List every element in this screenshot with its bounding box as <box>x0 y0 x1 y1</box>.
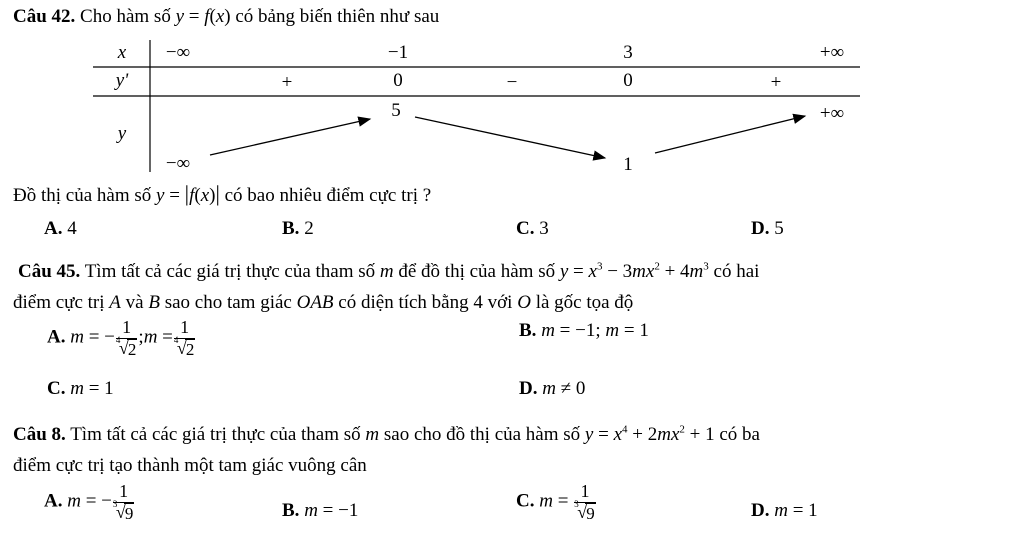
q45-line1: Câu 45. Tìm tất cả các giá trị thực của tham số m để đồ thị của hàm số $y = x^3 - 3mx^2 + 4m^3$ có hai <box>18 260 760 282</box>
q42-option-c[interactable] <box>516 218 549 240</box>
option-label: A. <box>44 490 63 512</box>
q45-line2: điểm cực trị A và B sao cho tam giác OAB có diện tích bằng 4 với O là gốc tọa độ <box>13 292 634 313</box>
y-value: −∞ <box>165 153 191 174</box>
option-label: C. <box>516 218 535 239</box>
q8-option-c[interactable]: C. m = 1 3 √ 9 <box>516 481 595 523</box>
q42-option-b[interactable] <box>282 218 314 240</box>
q45-option-c[interactable]: C. m = 1 <box>47 378 114 399</box>
q42-option-a[interactable] <box>44 218 77 240</box>
arrow-up-1 <box>210 119 370 155</box>
x-value: −1 <box>387 42 409 63</box>
option-value: 2 <box>304 218 314 239</box>
arrow-down <box>415 117 605 158</box>
yprime-zero: 0 <box>623 70 633 91</box>
arrow-up-2 <box>655 116 805 153</box>
yprime-header: y' <box>115 70 129 91</box>
y-header: y <box>117 123 127 144</box>
q42-label: Câu 42. <box>13 6 76 27</box>
q45-option-a[interactable]: A. m = − 1 4 √ 2 ;m = 1 4 √ 2 <box>47 317 195 359</box>
q45-label: Câu 45. <box>18 261 81 282</box>
option-label: B. <box>519 320 537 341</box>
option-label: D. <box>519 378 538 399</box>
option-value: 3 <box>539 218 549 239</box>
x-value: 3 <box>623 42 633 63</box>
option-label: D. <box>751 500 770 521</box>
option-value: 4 <box>67 218 77 239</box>
y-value: 5 <box>391 100 401 121</box>
option-label: C. <box>516 490 535 512</box>
q42-option-d[interactable] <box>751 218 784 240</box>
q42-question: Đồ thị của hàm số y = |f(x)| có bao nhiêu điểm cực trị ? <box>13 181 432 206</box>
option-label: C. <box>47 378 66 399</box>
y-value: 1 <box>623 154 633 175</box>
yprime-sign: + <box>770 72 782 93</box>
q8-line1: Câu 8. Tìm tất cả các giá trị thực của tham số m sao cho đồ thị của hàm số $y = x^4 + 2mx^2 + 1$ có ba <box>13 423 760 445</box>
q8-label: Câu 8. <box>13 424 66 445</box>
option-label: A. <box>44 218 63 239</box>
variation-table <box>0 0 1024 180</box>
q8-option-d[interactable]: D. m = 1 <box>751 500 818 521</box>
q8-line2: điểm cực trị tạo thành một tam giác vuông cân <box>13 455 367 476</box>
option-label: B. <box>282 500 300 521</box>
option-label: D. <box>751 218 770 239</box>
q45-option-d[interactable]: D. m ≠ 0 <box>519 378 586 399</box>
q8-option-b[interactable]: B. m = −1 <box>282 500 359 521</box>
q45-option-b[interactable]: B. m = −1; m = 1 <box>519 320 649 341</box>
option-label: A. <box>47 326 66 348</box>
x-header: x <box>117 42 127 63</box>
yprime-zero: 0 <box>393 70 403 91</box>
yprime-sign: − <box>506 72 518 93</box>
yprime-sign: + <box>281 72 293 93</box>
option-value: 5 <box>774 218 784 239</box>
q42-text: Cho hàm số y = f(x) có bảng biến thiên như sau <box>80 6 440 27</box>
y-value: +∞ <box>819 103 845 124</box>
x-value: −∞ <box>165 42 191 63</box>
q8-option-a[interactable]: A. m = − 1 3 √ 9 <box>44 481 134 523</box>
x-value: +∞ <box>819 42 845 63</box>
option-label: B. <box>282 218 300 239</box>
